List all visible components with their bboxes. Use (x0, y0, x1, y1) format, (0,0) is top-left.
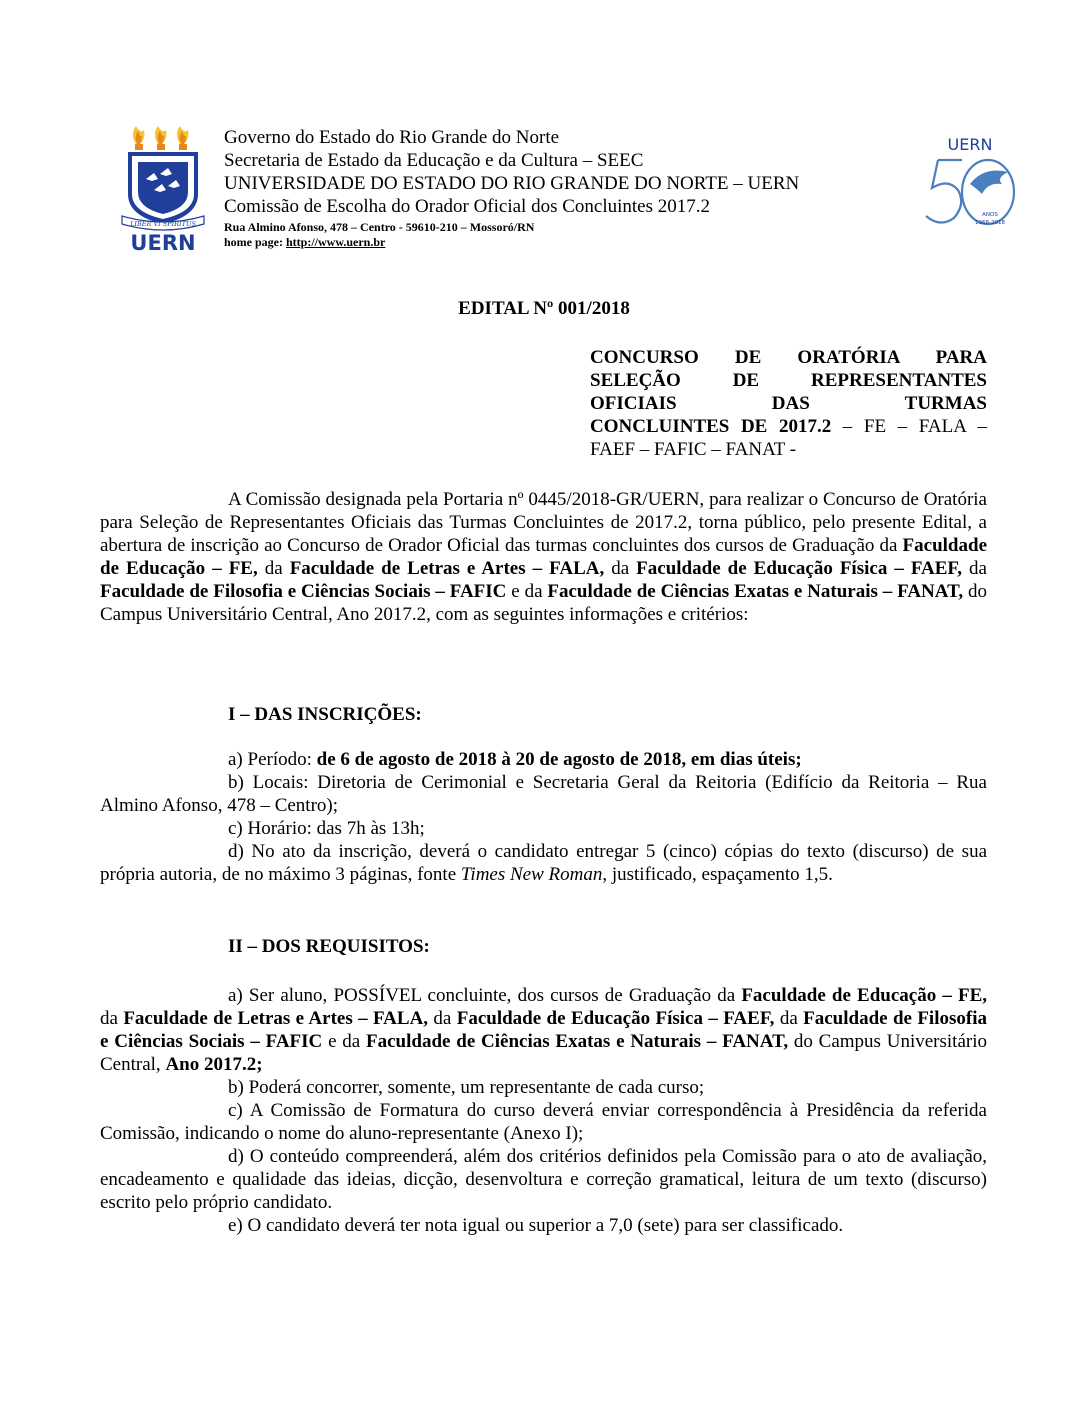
svg-text:UERN: UERN (947, 135, 993, 154)
subject-line-5: FAEF – FAFIC – FANAT - (590, 439, 797, 460)
subject-line-2: SELEÇÃO DE REPRESENTANTES (590, 370, 987, 391)
subject-line-4: CONCLUINTES DE 2017.2 – FE – FALA – (590, 416, 987, 437)
homepage-link[interactable]: http://www.uern.br (286, 235, 386, 249)
uern-crest-logo (118, 124, 208, 252)
requisitos-item-b: b) Poderá concorrer, somente, um representante de cada curso; (228, 1077, 705, 1098)
header-commission-line: Comissão de Escolha do Orador Oficial dos Concluintes 2017.2 (224, 196, 711, 217)
section-requisitos-heading: II – DOS REQUISITOS: (228, 936, 430, 957)
requisitos-item-d: d) O conteúdo compreenderá, além dos critérios definidos pela Comissão para o ato de avaliação, encadeamento e qualidade das ideias, dicção, desenvoltura e correção gramatical, leitura de um texto (discurso) escrito pelo próprio candidato. (100, 1146, 987, 1213)
uern-50-anos-icon (918, 132, 1026, 232)
edital-title: EDITAL Nº 001/2018 (458, 298, 630, 319)
uern-crest-icon (118, 124, 208, 252)
inscricoes-item-c: c) Horário: das 7h às 13h; (228, 818, 425, 839)
svg-text:LIBER VI SPIRITUS: LIBER VI SPIRITUS (130, 220, 196, 228)
inscricoes-item-d: d) No ato da inscrição, deverá o candidato entregar 5 (cinco) cópias do texto (discurso) de sua própria autoria, de no máximo 3 páginas, fonte Times New Roman, justificado, espaçamento 1,5. (100, 841, 987, 885)
homepage-label: home page: (224, 235, 286, 249)
header-uern-line: UNIVERSIDADE DO ESTADO DO RIO GRANDE DO NORTE – UERN (224, 173, 800, 194)
svg-text:UERN: UERN (130, 231, 196, 252)
requisitos-item-e: e) O candidato deverá ter nota igual ou superior a 7,0 (sete) para ser classificado. (228, 1215, 844, 1236)
requisitos-item-c: c) A Comissão de Formatura do curso deverá enviar correspondência à Presidência da referida Comissão, indicando o nome do aluno-representante (Anexo I); (100, 1100, 987, 1144)
inscricoes-item-b: b) Locais: Diretoria de Cerimonial e Secretaria Geral da Reitoria (Edifício da Reitoria – Rua Almino Afonso, 478 – Centro); (100, 772, 987, 816)
section-inscricoes-heading: I – DAS INSCRIÇÕES: (228, 704, 422, 725)
intro-paragraph: A Comissão designada pela Portaria nº 0445/2018-GR/UERN, para realizar o Concurso de Oratória para Seleção de Representantes Oficiais das Turmas Concluintes de 2017.2, torna público, pelo presente Edital, a abertura de inscrição ao Concurso de Orador Oficial das turmas concluintes dos cursos de Graduação da Faculdade de Educação – FE, da Faculdade de Letras e Artes – FALA, da Faculdade de Educação Física – FAEF, da Faculdade de Filosofia e Ciências Sociais – FAFIC e da Faculdade de Ciências Exatas e Naturais – FANAT, do Campus Universitário Central, Ano 2017.2, com as seguintes informações e critérios: (100, 489, 987, 625)
inscricoes-item-a: a) Período: de 6 de agosto de 2018 à 20 de agosto de 2018, em dias úteis; (228, 749, 802, 770)
subject-line-1: CONCURSO DE ORATÓRIA PARA (590, 347, 987, 368)
header-address: Rua Almino Afonso, 478 – Centro - 59610-210 – Mossoró/RN (224, 220, 535, 234)
header-gov-line: Governo do Estado do Rio Grande do Norte (224, 127, 560, 148)
svg-text:ANOS: ANOS (982, 212, 998, 218)
subject-line-3: OFICIAIS DAS TURMAS (590, 393, 987, 414)
header-homepage (224, 235, 385, 249)
requisitos-item-a: a) Ser aluno, POSSÍVEL concluinte, dos cursos de Graduação da Faculdade de Educação – FE, da Faculdade de Letras e Artes – FALA, da Faculdade de Educação Física – FAEF, da Faculdade de Filosofia e Ciências Sociais – FAFIC e da Faculdade de Ciências Exatas e Naturais – FANAT, do Campus Universitário Central, Ano 2017.2; (100, 985, 987, 1075)
uern-50-anos-logo (918, 132, 1026, 232)
svg-text:1968-2018: 1968-2018 (975, 220, 1005, 226)
edital-subject (590, 346, 987, 461)
header-seec-line: Secretaria de Estado da Educação e da Cultura – SEEC (224, 150, 644, 171)
